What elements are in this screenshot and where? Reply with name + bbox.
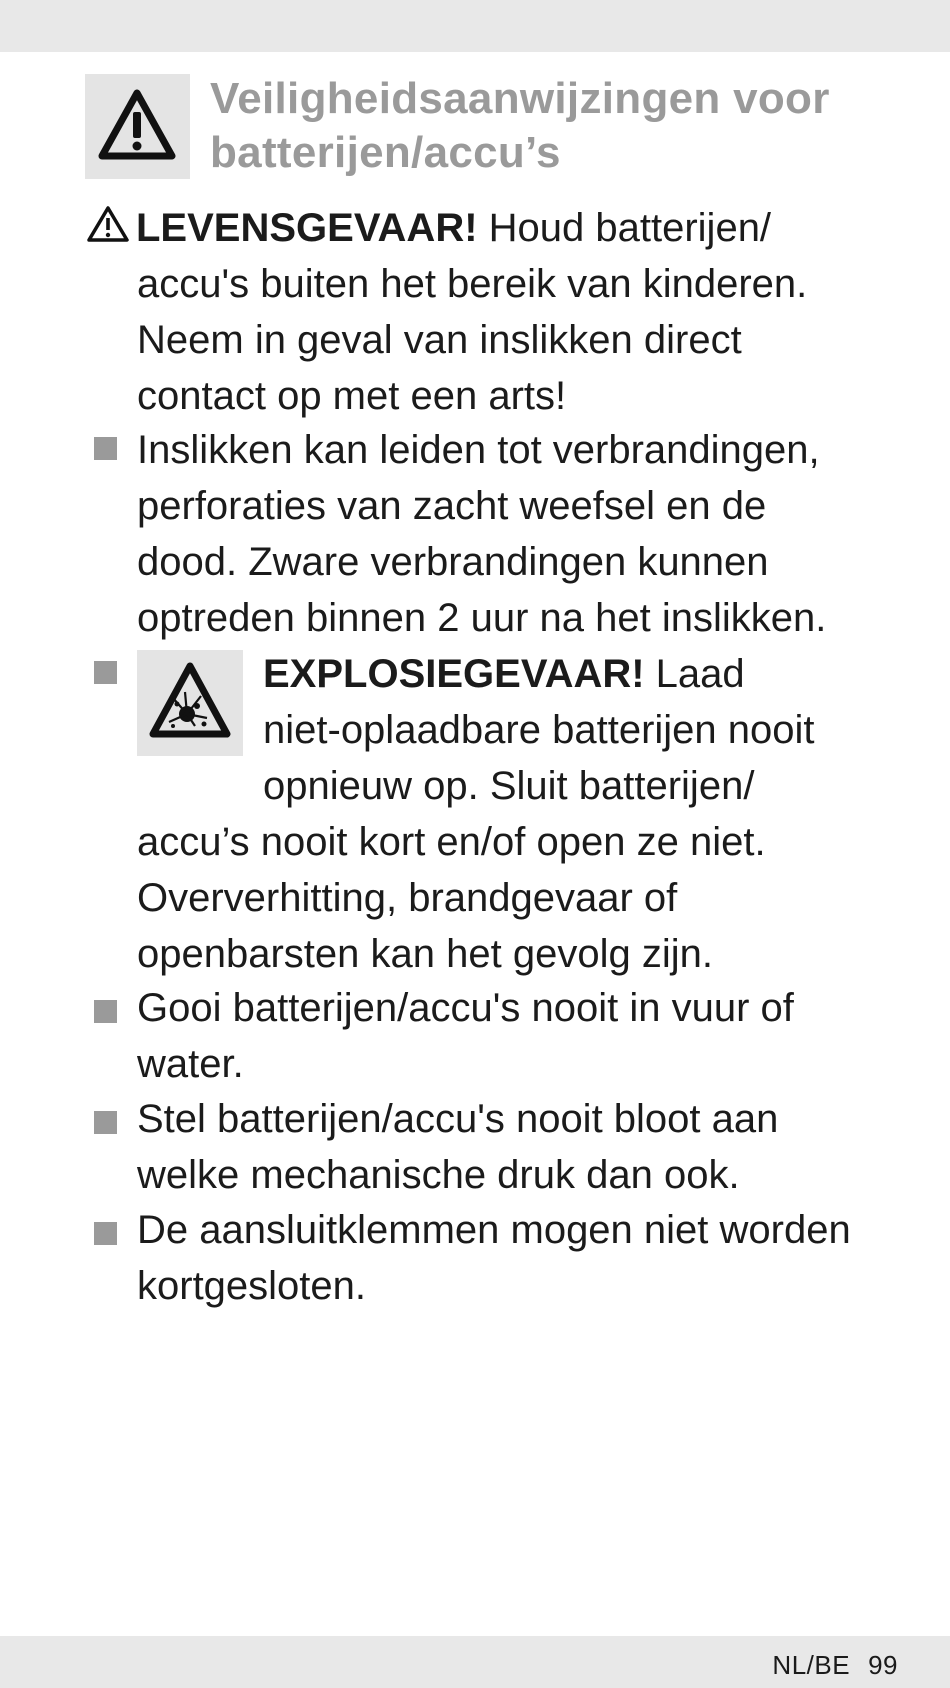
levensgevaar-continuation [137, 256, 807, 424]
levensgevaar-text: Houd batterijen/ [477, 206, 772, 250]
explosie-continuation [137, 814, 766, 982]
text-line: Stel batterijen/accu's nooit bloot aan [137, 1097, 779, 1141]
bullet-fire [137, 980, 794, 1092]
levensgevaar-label: LEVENSGEVAAR! [136, 206, 478, 250]
text-line: Oververhitting, brandgevaar of [137, 876, 678, 920]
warning-icon [98, 88, 176, 162]
heading-line-2: batterijen/accu’s [210, 128, 561, 177]
explosie-side-text [263, 646, 815, 814]
heading-line-1: Veiligheidsaanwijzingen voor [210, 74, 830, 123]
page-footer [772, 1650, 898, 1681]
bullet-terminals [137, 1202, 851, 1314]
text-line: kortgesloten. [137, 1264, 367, 1308]
text-line: opnieuw op. Sluit batterijen/ [263, 764, 755, 808]
text-line: water. [137, 1042, 244, 1086]
text-line: Neem in geval van inslikken direct [137, 318, 742, 362]
bullet-square [94, 1000, 117, 1023]
text-line: dood. Zware verbrandingen kunnen [137, 540, 769, 584]
bullet-square [94, 1222, 117, 1245]
levensgevaar-line [86, 200, 771, 256]
text-line: Gooi batterijen/accu's nooit in vuur of [137, 986, 794, 1030]
text-line: optreden binnen 2 uur na het inslikken. [137, 596, 827, 640]
explosie-label: EXPLOSIEGEVAAR! [263, 652, 645, 696]
text-line: accu's buiten het bereik van kinderen. [137, 262, 808, 306]
explosion-icon-box [137, 650, 243, 756]
bullet-swallowing [137, 422, 826, 646]
explosion-warning-icon [149, 662, 231, 740]
text-line: welke mechanische druk dan ook. [137, 1153, 740, 1197]
warning-icon-box [85, 74, 190, 179]
text-line: De aansluitklemmen mogen niet worden [137, 1208, 851, 1252]
text-line: openbarsten kan het gevolg zijn. [137, 932, 713, 976]
small-warning-icon [86, 205, 130, 243]
bullet-square [94, 1111, 117, 1134]
bullet-square [94, 661, 117, 684]
text-line: accu’s nooit kort en/of open ze niet. [137, 820, 766, 864]
explosie-text: Laad [644, 652, 745, 696]
top-band [0, 0, 950, 52]
footer-locale: NL/BE [772, 1650, 851, 1680]
explosie-first-line [263, 646, 815, 702]
bullet-pressure [137, 1091, 778, 1203]
text-line: Inslikken kan leiden tot verbrandingen, [137, 428, 820, 472]
text-line: contact op met een arts! [137, 374, 567, 418]
text-line: perforaties van zacht weefsel en de [137, 484, 767, 528]
section-heading [210, 72, 910, 180]
page-number: 99 [868, 1650, 898, 1680]
bullet-square [94, 437, 117, 460]
text-line: niet-oplaadbare batterijen nooit [263, 708, 815, 752]
